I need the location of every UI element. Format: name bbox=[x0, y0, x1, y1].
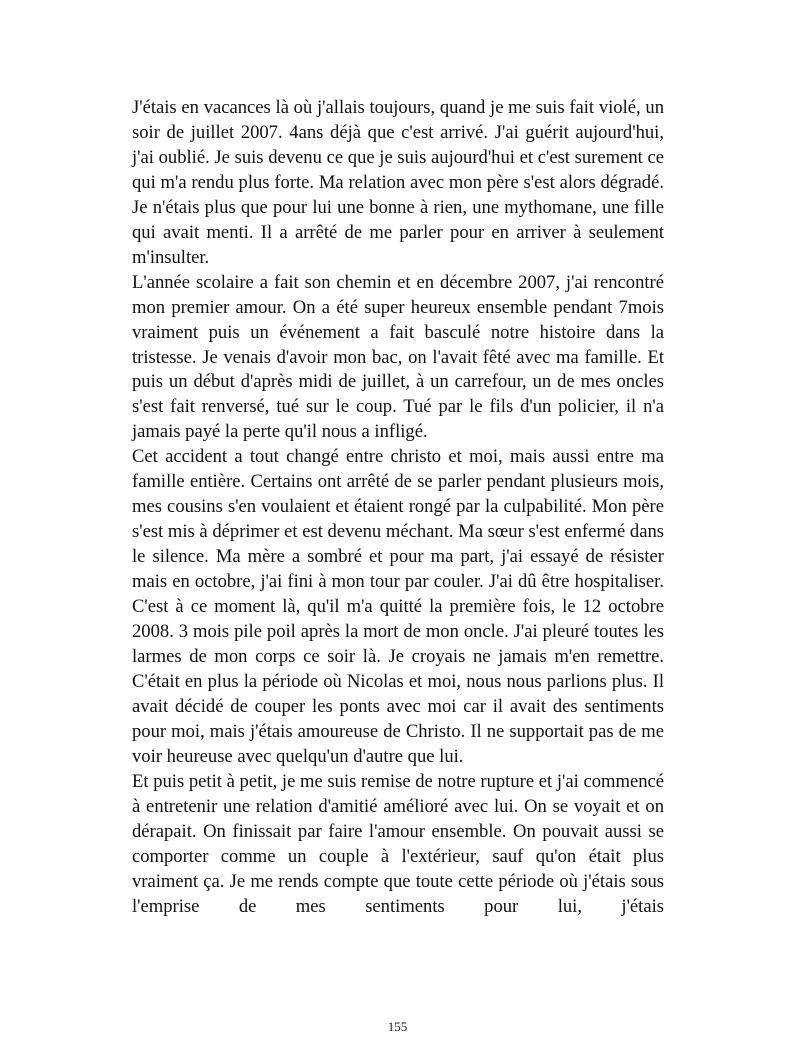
paragraph-1: J'étais en vacances là où j'allais toujours, quand je me suis fait violé, un soir de juillet 2007. 4ans déjà que c'est arrivé. J'ai guérit aujourd'hui, j'ai oublié. Je suis devenu ce que je suis aujourd'hui et c'est surement ce qui m'a rendu plus forte. Ma relation avec mon père s'est alors dégradé. Je n'étais plus que pour lui une bonne à rien, une mythomane, une fille qui avait menti. Il a arrêté de me parler pour en arriver à seulement m'insulter. bbox=[132, 97, 664, 268]
page-number: 155 bbox=[387, 1019, 408, 1034]
paragraph-2: L'année scolaire a fait son chemin et en décembre 2007, j'ai rencontré mon premier amour. On a été super heureux ensemble pendant 7mois vraiment puis un événement a fait basculé notre histoire dans la tristesse. Je venais d'avoir mon bac, on l'avait fêté avec ma famille. Et puis un début d'après midi de juillet, à un carrefour, un de mes oncles s'est fait renversé, tué sur le coup. Tué par le fils d'un policier, il n'a jamais payé la perte qu'il nous a infligé. bbox=[132, 271, 664, 443]
paragraph-3: Cet accident a tout changé entre christo et moi, mais aussi entre ma famille entière. Certains ont arrêté de se parler pendant plusieurs mois, mes cousins s'en voulaient et étaient rongé par la culpabilité. Mon père s'est mis à déprimer et est devenu méchant. Ma sœur s'est enfermé dans le silence. Ma mère a sombré et pour ma part, j'ai essayé de résister mais en octobre, j'ai fini à mon tour par couler. J'ai dû être hospitaliser. C'est à ce moment là, qu'il m'a quitté la première fois, le 12 octobre 2008. 3 mois pile poil après la mort de mon oncle. J'ai pleuré toutes les larmes de mon corps ce soir là. Je croyais ne jamais m'en remettre. C'était en plus la période où Nicolas et moi, nous nous parlions plus. Il avait décidé de couper les ponts avec moi car il avait des sentiments pour moi, mais j'étais amoureuse de Christo. Il ne supportait pas de me voir heureuse avec quelqu'un d'autre que lui. bbox=[132, 446, 664, 767]
body-text bbox=[132, 96, 664, 919]
paragraph-4: Et puis petit à petit, je me suis remise de notre rupture et j'ai commencé à entretenir une relation d'amitié amélioré avec lui. On se voyait et on dérapait. On finissait par faire l'amour ensemble. On pouvait aussi se comporter comme un couple à l'extérieur, sauf qu'on était plus vraiment ça. Je me rends compte que toute cette période où j'étais sous l'emprise de mes sentiments pour lui, j'étais bbox=[132, 770, 664, 917]
